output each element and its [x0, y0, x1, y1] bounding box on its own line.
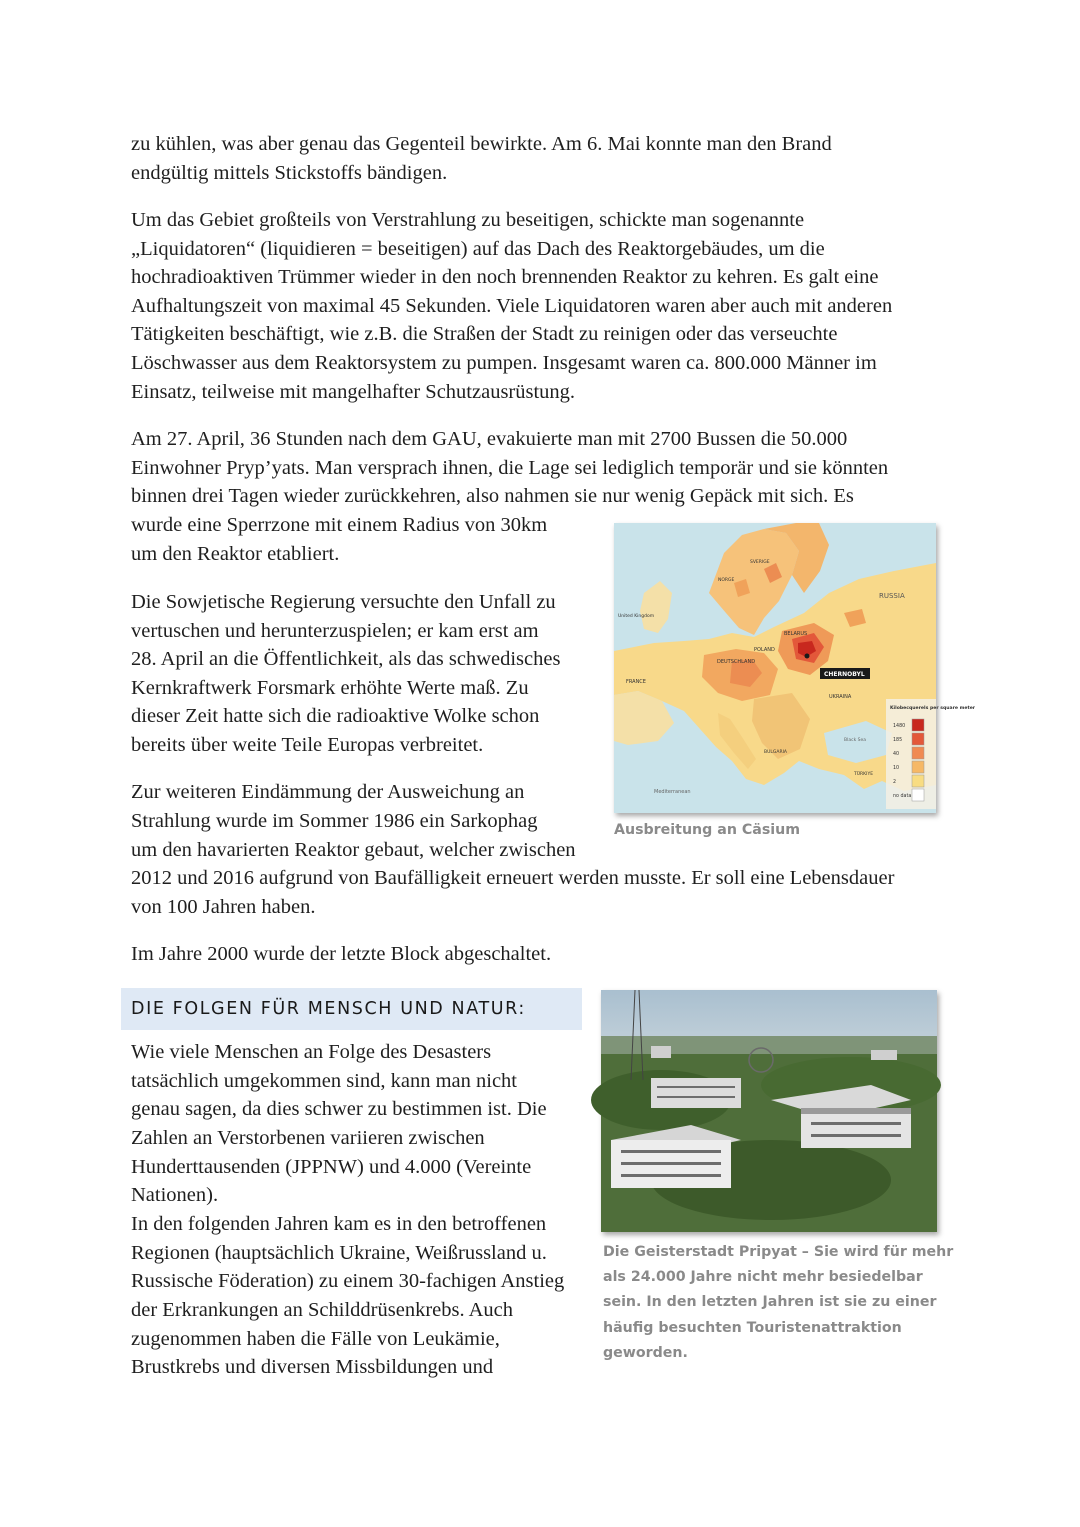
legend-label: 2 — [893, 780, 897, 785]
text-line: Die Sowjetische Regierung versuchte den Unfall zu — [131, 591, 556, 613]
text-line: um den havarierten Reaktor gebaut, welcher zwischen — [131, 839, 576, 861]
text-line: genau sagen, da dies schwer zu bestimmen ist. Die — [131, 1098, 547, 1120]
section-heading — [121, 988, 582, 1030]
legend-label: no data — [893, 794, 912, 799]
text-line: von 100 Jahren haben. — [131, 896, 316, 918]
photo-graphic — [601, 990, 937, 1232]
text-line: Russische Föderation) zu einem 30-fachigen Anstieg — [131, 1270, 565, 1292]
caesium-spread-map — [614, 523, 976, 813]
legend-label: 10 — [893, 766, 900, 771]
text-line: Um das Gebiet großteils von Verstrahlung zu beseitigen, schickte man sogenannte — [131, 209, 805, 231]
legend-swatch — [912, 719, 924, 731]
text-line: Hunderttausenden (JPPNW) und 4.000 (Vereinte — [131, 1156, 532, 1178]
text-line: „Liquidatoren“ (liquidieren = beseitigen) auf das Dach des Reaktorgebäudes, um die — [131, 238, 825, 260]
caption-line: geworden. — [603, 1345, 688, 1361]
text-line: Regionen (hauptsächlich Ukraine, Weißrussland u. — [131, 1242, 547, 1264]
label-bulgaria: BULGARIA — [764, 750, 787, 755]
label-united-kingdom: United Kingdom — [618, 614, 655, 619]
label-turkey: TÜRKIYE — [854, 772, 874, 777]
text-line: wurde eine Sperrzone mit einem Radius von 30km — [131, 514, 548, 536]
legend-swatch — [912, 761, 924, 773]
text-line: bereits über weite Teile Europas verbreitet. — [131, 734, 484, 756]
legend-title: Kilobecquerels per square meter — [890, 706, 976, 711]
label-norway: NORGE — [718, 578, 735, 583]
text-line: Aufhaltungszeit von maximal 45 Sekunden. Viele Liquidatoren waren aber auch mit anderen — [131, 295, 893, 317]
text-line: Kernkraftwerk Forsmark erhöhte Werte maß. Zu — [131, 677, 529, 699]
text-line: zu kühlen, was aber genau das Gegenteil bewirkte. Am 6. Mai konnte man den Brand — [131, 133, 832, 155]
text-line: Zur weiteren Eindämmung der Ausweichung an — [131, 781, 525, 803]
label-france: FRANCE — [626, 679, 646, 685]
legend-label: 40 — [893, 752, 900, 757]
text-line: Zahlen an Verstorbenen variieren zwischen — [131, 1127, 485, 1149]
text-line: 28. April an die Öffentlichkeit, als das schwedisches — [131, 648, 561, 670]
text-line: dieser Zeit hatte sich die radioaktive Wolke schon — [131, 705, 540, 727]
text-line: vertuschen und herunterzuspielen; er kam erst am — [131, 620, 539, 642]
text-line: Am 27. April, 36 Stunden nach dem GAU, evakuierte man mit 2700 Bussen die 50.000 — [131, 428, 848, 450]
caption-line: als 24.000 Jahre nicht mehr besiedelbar — [603, 1269, 923, 1285]
label-belarus: BELARUS — [784, 631, 808, 637]
label-mediterranean: Mediterranean — [654, 789, 691, 795]
label-chernobyl: CHERNOBYL — [824, 671, 865, 678]
text-line: um den Reaktor etabliert. — [131, 543, 340, 565]
text-line: In den folgenden Jahren kam es in den betroffenen — [131, 1213, 547, 1235]
caption-line: häufig besuchten Touristenattraktion — [603, 1320, 902, 1336]
text-line: Tätigkeiten beschäftigt, wie z.B. die Straßen der Stadt zu reinigen oder das verseuchte — [131, 323, 838, 345]
text-line: Brustkrebs und diversen Missbildungen und — [131, 1356, 494, 1378]
map-legend — [886, 699, 976, 809]
caption-line: Die Geisterstadt Pripyat – Sie wird für mehr — [603, 1244, 954, 1260]
text-line: Strahlung wurde im Sommer 1986 ein Sarkophag — [131, 810, 538, 832]
caption-line: sein. In den letzten Jahren ist sie zu einer — [603, 1294, 937, 1310]
text-line: binnen drei Tagen wieder zurückkehren, also nahmen sie nur wenig Gepäck mit sich. Es — [131, 485, 854, 507]
label-ukraine: UKRAINA — [829, 694, 852, 700]
text-line: Einwohner Pryp’yats. Man versprach ihnen, die Lage sei lediglich temporär und sie könnten — [131, 457, 889, 479]
text-line: zugenommen haben die Fälle von Leukämie, — [131, 1328, 500, 1350]
text-line: tatsächlich umgekommen sind, kann man nicht — [131, 1070, 517, 1092]
text-line: Nationen). — [131, 1184, 219, 1206]
legend-swatch — [912, 789, 924, 801]
map-caption: Ausbreitung an Cäsium — [614, 822, 801, 838]
text-line: endgültig mittels Stickstoffs bändigen. — [131, 162, 448, 184]
legend-label: 185 — [893, 738, 903, 743]
text-line: 2012 und 2016 aufgrund von Baufälligkeit erneuert werden musste. Er soll eine Lebensdauer — [131, 867, 895, 889]
text-line: Wie viele Menschen an Folge des Desasters — [131, 1041, 492, 1063]
text-line: Löschwasser aus dem Reaktorsystem zu pumpen. Insgesamt waren ca. 800.000 Männer im — [131, 352, 877, 374]
label-sweden: SVERIGE — [750, 560, 770, 565]
text-line: der Erkrankungen an Schilddrüsenkrebs. Auch — [131, 1299, 513, 1321]
legend-swatch — [912, 733, 924, 745]
pripyat-photo — [601, 990, 937, 1232]
label-germany: DEUTSCHLAND — [717, 659, 756, 665]
legend-label: 1480 — [893, 724, 906, 729]
legend-swatch — [912, 775, 924, 787]
label-poland: POLAND — [754, 647, 775, 653]
text-line: Einsatz, teilweise mit mangelhafter Schutzausrüstung. — [131, 381, 576, 403]
label-russia: RUSSIA — [879, 592, 905, 600]
label-black-sea: Black Sea — [844, 738, 866, 743]
section-heading-text: DIE FOLGEN FÜR MENSCH UND NATUR: — [131, 999, 526, 1019]
text-line: hochradioaktiven Trümmer wieder in den noch brennenden Reaktor zu kehren. Es galt eine — [131, 266, 879, 288]
text-line: Im Jahre 2000 wurde der letzte Block abgeschaltet. — [131, 943, 552, 965]
legend-swatch — [912, 747, 924, 759]
map-graphic — [614, 523, 976, 813]
